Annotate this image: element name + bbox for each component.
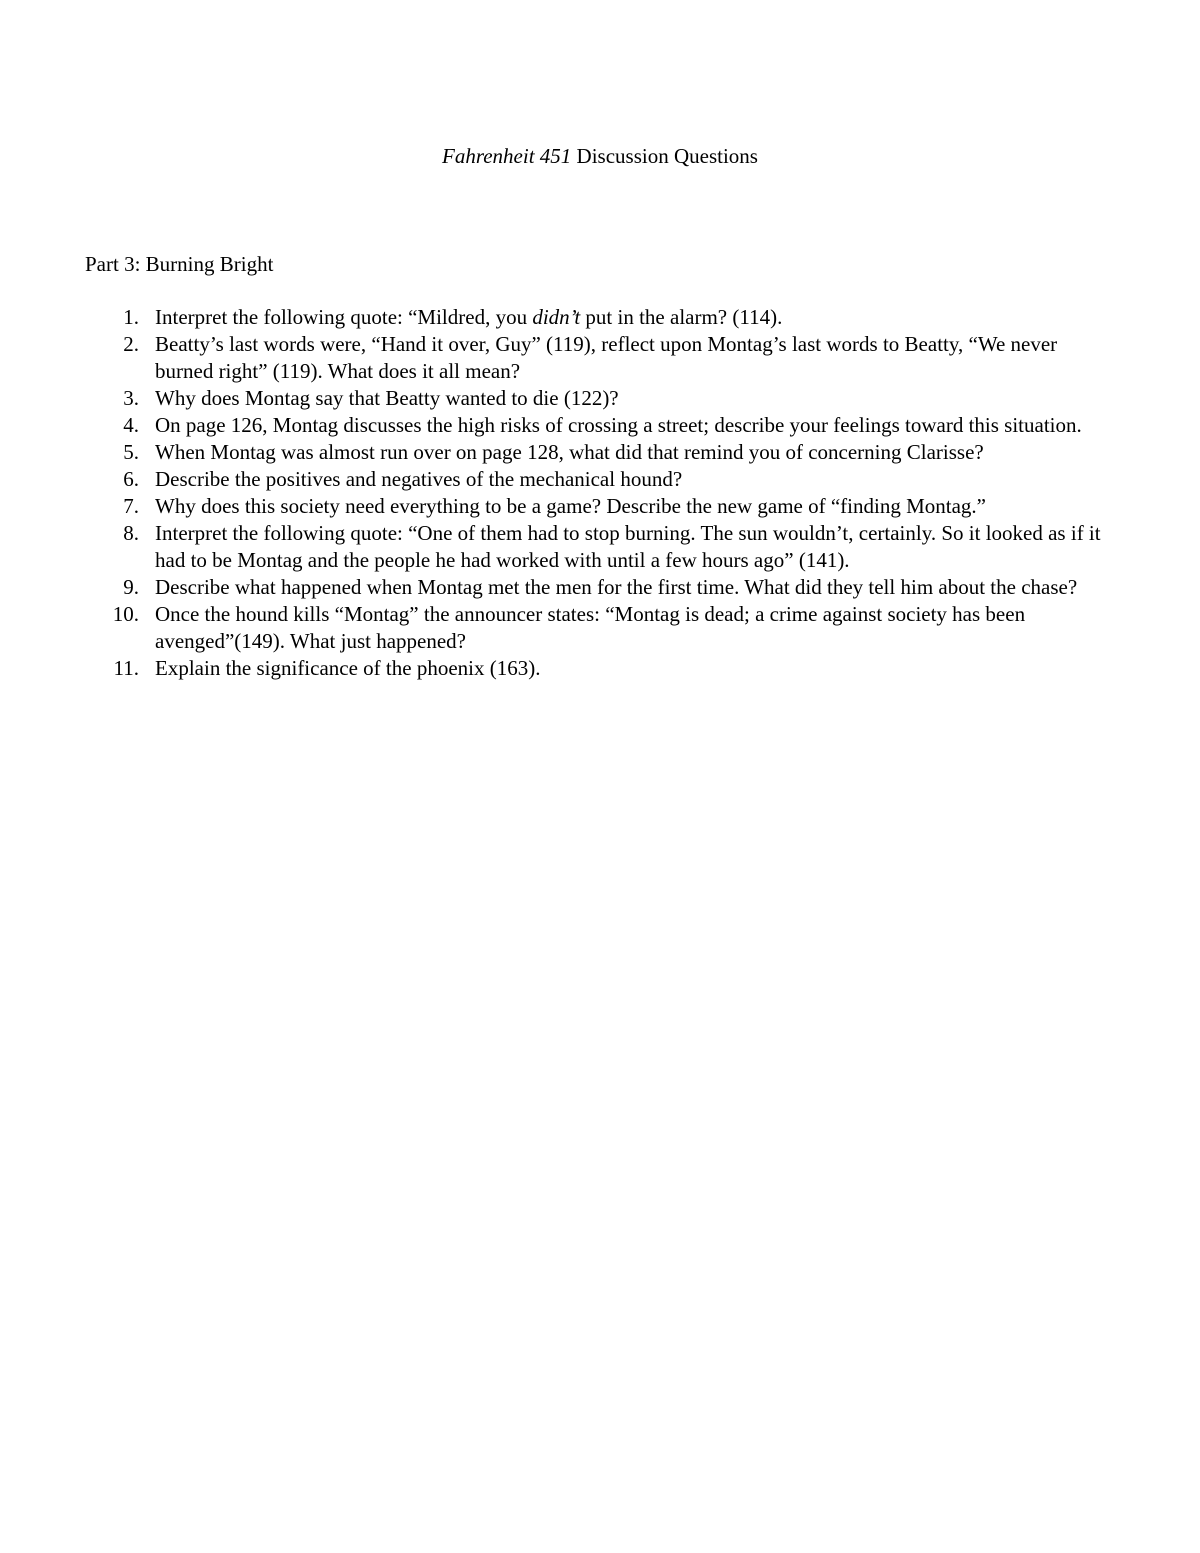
question-text: Explain the significance of the phoenix (163).: [155, 656, 541, 680]
question-text: Interpret the following quote: “One of them had to stop burning. The sun wouldn’t, certainly. So it looked as if it had to be Montag and the people he had worked with until a few hours ago” (141).: [155, 521, 1101, 572]
question-text: When Montag was almost run over on page 128, what did that remind you of concerning Clarisse?: [155, 440, 984, 464]
document-title: [0, 142, 1200, 170]
question-text-part: Interpret the following quote: “Mildred, you: [155, 305, 533, 329]
question-text: Why does Montag say that Beatty wanted to die (122)?: [155, 386, 619, 410]
question-item: [85, 304, 1115, 331]
question-number: 10.: [112, 602, 139, 626]
question-number: 5.: [123, 440, 139, 464]
question-item: [85, 520, 1115, 574]
question-item: [85, 466, 1115, 493]
question-item: [85, 385, 1115, 412]
question-text: Beatty’s last words were, “Hand it over, Guy” (119), reflect upon Montag’s last words to Beatty, “We never burned right” (119). What does it all mean?: [155, 332, 1058, 383]
question-number: 9.: [123, 575, 139, 599]
question-item: [85, 412, 1115, 439]
question-text: On page 126, Montag discusses the high risks of crossing a street; describe your feelings toward this situation.: [155, 413, 1082, 437]
question-text: Why does this society need everything to be a game? Describe the new game of “finding Montag.”: [155, 494, 986, 518]
question-text: Once the hound kills “Montag” the announcer states: “Montag is dead; a crime against society has been avenged”(149). What just happened?: [155, 602, 1026, 653]
question-number: 3.: [123, 386, 139, 410]
question-number: 6.: [123, 467, 139, 491]
question-item: [85, 655, 1115, 682]
question-text: [155, 305, 782, 329]
question-item: [85, 574, 1115, 601]
question-list: [85, 304, 1115, 682]
part-heading: Part 3: Burning Bright: [85, 252, 274, 276]
question-number: 7.: [123, 494, 139, 518]
question-number: 2.: [123, 332, 139, 356]
question-item: [85, 331, 1115, 385]
question-number: 11.: [113, 656, 139, 680]
question-emphasis: didn’t: [532, 305, 581, 329]
question-text: Describe the positives and negatives of the mechanical hound?: [155, 467, 683, 491]
question-text-part: put in the alarm? (114).: [580, 305, 783, 329]
question-text: Describe what happened when Montag met the men for the first time. What did they tell him about the chase?: [155, 575, 1078, 599]
question-number: 8.: [123, 521, 139, 545]
question-number: 4.: [123, 413, 139, 437]
question-item: [85, 493, 1115, 520]
question-item: [85, 439, 1115, 466]
question-item: [85, 601, 1115, 655]
title-book-name: Fahrenheit 451: [442, 144, 572, 168]
title-suffix: Discussion Questions: [571, 144, 758, 168]
question-number: 1.: [123, 305, 139, 329]
